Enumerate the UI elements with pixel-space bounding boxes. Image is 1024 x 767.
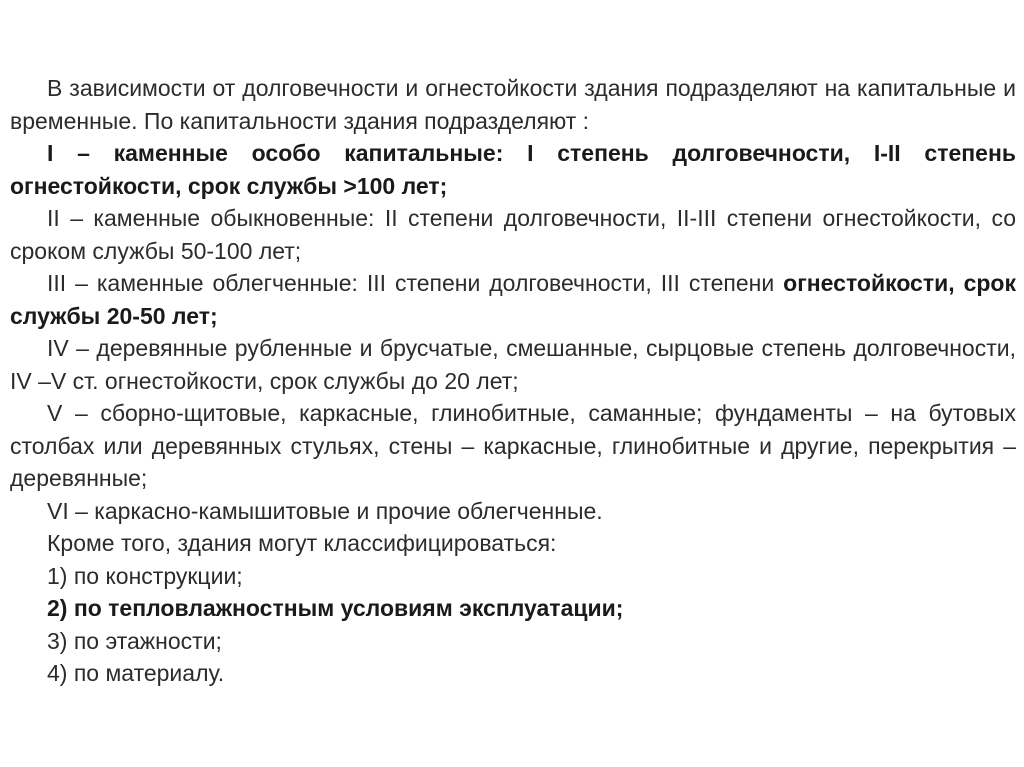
item-iii-paragraph xyxy=(10,267,1016,332)
item-v-paragraph: V – сборно-щитовые, каркасные, глинобитные, саманные; фундаменты – на бутовых столбах или деревянных стульях, стены – каркасные, глинобитные и другие, перекрытия – деревянные; xyxy=(10,400,1016,491)
item-iii-bold-text: огнестойкости, срок службы 20-50 лет; xyxy=(10,270,1016,329)
item-ii-paragraph: II – каменные обыкновенные: II степени долговечности, II-III степени огнестойкости, со сроком службы 50-100 лет; xyxy=(10,205,1016,264)
item-iii-text: III – каменные облегченные: III степени долговечности, III степени xyxy=(47,270,784,296)
classification-item-1: 1) по конструкции; xyxy=(47,562,243,589)
item-vi-paragraph: VI – каркасно-камышитовые и прочие облегченные. xyxy=(47,497,603,524)
item-iv-paragraph: IV – деревянные рубленные и брусчатые, смешанные, сырцовые степень долговечности, IV –V ст. огнестойкости, срок службы до 20 лет; xyxy=(10,335,1016,394)
classification-item-2: 2) по тепловлажностным условиям эксплуатации; xyxy=(47,595,624,621)
document-text xyxy=(10,72,1016,690)
classification-intro: Кроме того, здания могут классифицироваться: xyxy=(47,530,557,556)
intro-paragraph: В зависимости от долговечности и огнестойкости здания подразделяют на капитальные и временные. По капитальности здания подразделяют : xyxy=(10,75,1016,134)
item-i-paragraph: I – каменные особо капитальные: I степень долговечности, I-II степень огнестойкости, срок службы >100 лет; xyxy=(10,140,1016,199)
classification-item-4: 4) по материалу. xyxy=(47,660,225,686)
classification-item-3: 3) по этажности; xyxy=(47,627,222,654)
